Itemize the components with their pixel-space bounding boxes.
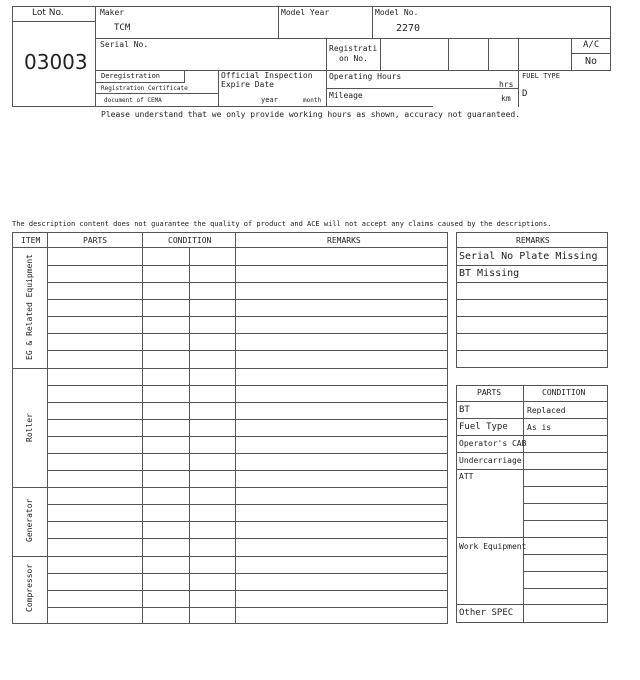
section-label-generator: Generator (25, 498, 34, 542)
part-condition: As is (527, 423, 552, 432)
table-row-line (47, 590, 448, 591)
table-row-line (47, 402, 448, 403)
lot-no-label: Lot No. (32, 8, 64, 18)
table-row-line (47, 538, 448, 539)
table-row-line (47, 299, 448, 300)
model-year-label: Model Year (281, 8, 330, 17)
remark-line: Serial No Plate Missing (459, 251, 598, 262)
remarks-column-header: REMARKS (327, 236, 361, 245)
working-hours-notice: Please understand that we only provide working hours as shown, accuracy not guaranteed. (101, 110, 521, 119)
remarks-panel-header: REMARKS (516, 236, 550, 245)
remark-line: BT Missing (459, 268, 520, 279)
ac-label: A/C (583, 40, 600, 50)
item-column-header: ITEM (21, 236, 41, 245)
serial-no-label: Serial No. (100, 40, 149, 49)
table-row-line (47, 333, 448, 334)
cema-document-label: document of CEMA (104, 97, 162, 104)
table-row-line (47, 265, 448, 266)
lot-no-value: 03003 (24, 50, 88, 74)
mileage-label: Mileage (329, 91, 363, 100)
hrs-label: hrs (499, 80, 514, 89)
table-row-line (47, 453, 448, 454)
deregistration-label: Deregistration (101, 72, 161, 80)
parts-column-header: PARTS (83, 236, 108, 245)
maker-value: TCM (114, 23, 131, 33)
condition-column-header: CONDITION (168, 236, 212, 245)
table-row-line (47, 316, 448, 317)
model-no-value: 2270 (396, 23, 421, 34)
table-row-line (47, 470, 448, 471)
registration-label-2: on No. (339, 54, 368, 63)
month-label: month (303, 97, 322, 104)
table-row-line (47, 282, 448, 283)
ac-value: No (585, 56, 598, 67)
operating-hours-label: Operating Hours (329, 72, 402, 81)
table-row-line (47, 419, 448, 420)
part-name: Fuel Type (459, 422, 508, 432)
work-equipment-label: Work Equipment (459, 542, 527, 551)
section-label-roller: Roller (25, 413, 34, 442)
table-row-line (47, 385, 448, 386)
section-label-compressor: Compressor (25, 563, 34, 612)
official-inspection-label-2: Expire Date (221, 80, 274, 89)
parts-panel-header: PARTS (477, 388, 502, 397)
registration-label-1: Registrati (329, 44, 378, 53)
maker-label: Maker (100, 8, 125, 17)
fuel-type-label: FUEL TYPE (522, 72, 560, 80)
official-inspection-label-1: Official Inspection (221, 71, 313, 80)
registration-certificate-label: Registration Certificate (101, 85, 188, 92)
year-label: year (261, 96, 278, 104)
table-row-line (47, 573, 448, 574)
part-name: ATT (459, 472, 474, 481)
section-label-eg-related-equipment: EG & Related Equipment (25, 254, 34, 360)
condition-panel-header: CONDITION (542, 388, 586, 397)
fuel-type-value: D (522, 89, 528, 99)
part-name: BT (459, 405, 470, 415)
table-row-line (47, 504, 448, 505)
part-condition: Replaced (527, 406, 566, 415)
part-name: Undercarriage (459, 456, 522, 465)
table-row-line (47, 350, 448, 351)
table-row-line (47, 436, 448, 437)
table-row-line (47, 607, 448, 608)
part-name: Operator's CAB (459, 439, 527, 448)
table-row-line (47, 521, 448, 522)
model-no-label: Model No. (375, 8, 419, 17)
disclaimer-text: The description content does not guarantee the quality of product and ACE will not accept any claims caused by the descriptions. (12, 220, 552, 228)
km-label: km (501, 94, 511, 103)
other-spec-label: Other SPEC (459, 608, 514, 618)
